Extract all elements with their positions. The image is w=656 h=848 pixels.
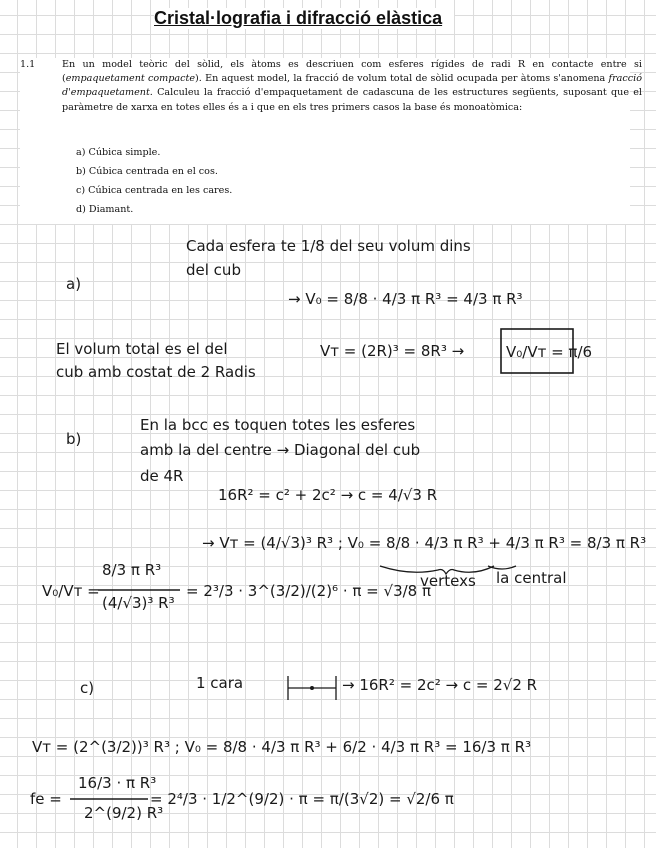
page-title: Cristal·lografia i difracció elàstica [154, 8, 454, 29]
problem-number: 1.1 [20, 59, 36, 70]
equation: Vᴛ = (2R)³ = 8R³ → [320, 342, 465, 360]
note-line: del cub [186, 261, 241, 279]
note-line: En la bcc es toquen totes les esferes [140, 416, 416, 434]
center-dot [310, 686, 314, 690]
problem-text-part: . Calculeu la fracció d'empaquetament de cadascuna de les estructures següents, suposant que el paràmetre de xarxa en totes elles és a i que en els tres primers casos la base és monoatòmica: [62, 87, 642, 113]
option-item: a) Cúbica simple. [76, 147, 161, 158]
part-b-label: b) [66, 430, 82, 448]
equation: 16R² = c² + 2c² → c = 4/√3 R [218, 486, 438, 504]
equation: V₀/Vᴛ = [42, 582, 100, 600]
brace-label: la central [496, 569, 567, 587]
note-line: de 4R [140, 467, 184, 485]
problem-emphasis: fracció d'empaquetament [62, 73, 642, 99]
boxed-result: V₀/Vᴛ = π/6 [506, 343, 593, 361]
fraction-numerator: 16/3 · π R³ [78, 774, 157, 792]
problem-text-part: En un model teòric del sòlid, els àtoms es descriuen com esferes rígides de radi R en contacte entre si ( [62, 59, 642, 85]
note-line: 1 cara [196, 674, 244, 692]
fraction-denominator: (4/√3)³ R³ [102, 594, 175, 612]
equation: fe = [30, 790, 62, 808]
problem-emphasis: empaquetament compacte [65, 73, 196, 85]
problem-text-part: ). En aquest model, la fracció de volum total de sòlid ocupada per àtoms s'anomena [195, 73, 609, 85]
fraction-numerator: 8/3 π R³ [102, 561, 162, 579]
equation: → V₀ = 8/8 · 4/3 π R³ = 4/3 π R³ [288, 290, 523, 308]
note-line: cub amb costat de 2 Radis [56, 363, 256, 381]
equation: → Vᴛ = (4/√3)³ R³ ; V₀ = 8/8 · 4/3 π R³ + 4/3 π R³ = 8/3 π R³ [202, 534, 647, 552]
note-line: amb la del centre → Diagonal del cub [140, 441, 421, 459]
note-line: Cada esfera te 1/8 del seu volum dins [186, 237, 471, 255]
part-c-label: c) [80, 679, 95, 697]
option-item: c) Cúbica centrada en les cares. [76, 185, 233, 196]
option-item: b) Cúbica centrada en el cos. [76, 166, 218, 177]
equation: → 16R² = 2c² → c = 2√2 R [342, 676, 538, 694]
note-line: El volum total es el del [56, 340, 228, 358]
brace-label: vertexs [420, 572, 476, 590]
equation: = 2³/3 · 3^(3/2)/(2)⁶ · π = √3/8 π [186, 582, 432, 600]
equation: = 2⁴/3 · 1/2^(9/2) · π = π/(3√2) = √2/6 π [150, 790, 454, 808]
fraction-denominator: 2^(9/2) R³ [84, 804, 164, 822]
option-item: d) Diamant. [76, 204, 134, 215]
equation: Vᴛ = (2^(3/2))³ R³ ; V₀ = 8/8 · 4/3 π R³ + 6/2 · 4/3 π R³ = 16/3 π R³ [32, 738, 532, 756]
part-a-label: a) [66, 275, 82, 293]
